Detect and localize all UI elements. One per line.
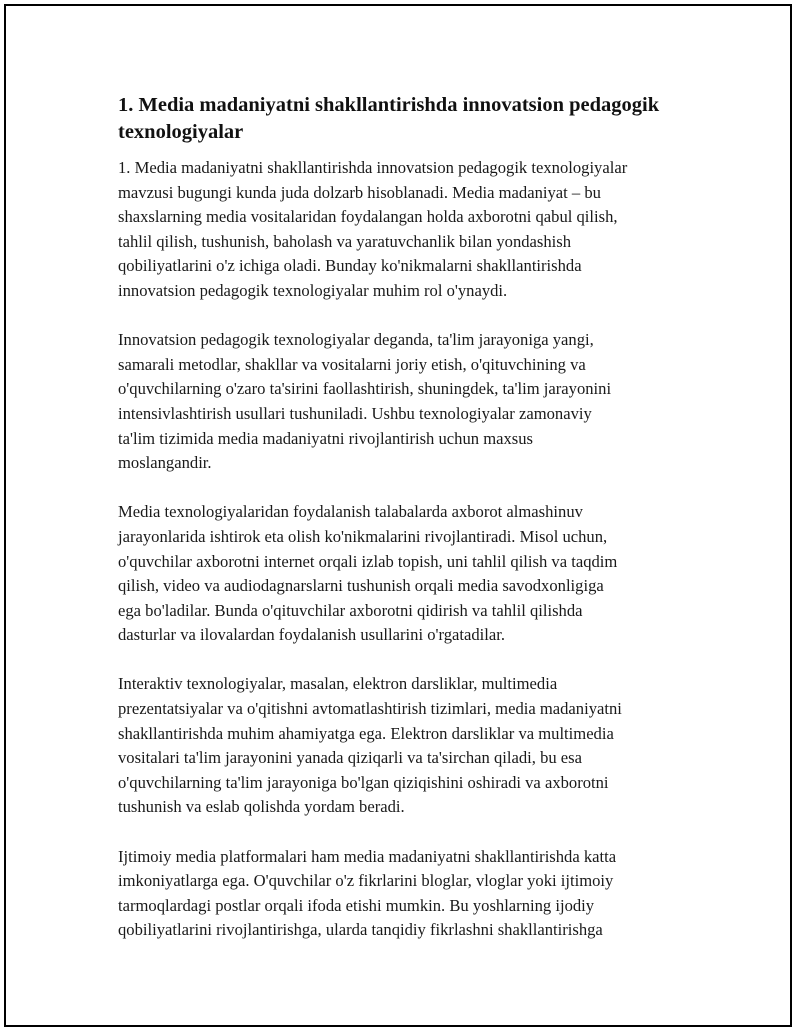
paragraph-media-technologies: Media texnologiyalaridan foydalanish talabalarda axborot almashinuv jarayonlarida ishtirok eta olish ko'nikmalarini rivojlantiradi. Misol uchun, o'quvchilar axborotni internet orqali izlab topish, uni tahlil qilish va taqdim qilish, video va audiodagnarslarni tushunish orqali media savodxonligiga ega bo'ladilar. Bunda o'qituvchilar axborotni qidirish va tahlil qilishda dasturlar va ilovalardan foydalanish usullarini o'rgatadilar. bbox=[118, 502, 618, 645]
document-title: 1. Media madaniyatni shakllantirishda innovatsion pedagogik texnologiyalar bbox=[118, 94, 660, 143]
paragraph-intro: 1. Media madaniyatni shakllantirishda innovatsion pedagogik texnologiyalar mavzusi bugungi kunda juda dolzarb hisoblanadi. Media madaniyat – bu shaxslarning media vositalaridan foydalangan holda axborotni qabul qilish, tahlil qilish, tushunish, baholash va yaratuvchanlik bilan yondashish qobiliyatlarini o'z ichiga oladi. Bunday ko'nikmalarni shakllantirishda innovatsion pedagogik texnologiyalar muhim rol o'ynaydi. bbox=[118, 158, 628, 300]
document-body bbox=[118, 92, 690, 968]
paragraph-social-media: Ijtimoiy media platformalari ham media madaniyatni shakllantirishda katta imkoniyatlarga ega. O'quvchilar o'z fikrlarini bloglar, vloglar yoki ijtimoiy tarmoqlardagi postlar orqali ifoda etishi mumkin. Bu yoshlarning ijodiy qobiliyatlarini rivojlantirishga, ularda tanqidiy fikrlashni shakllantirishga bbox=[118, 846, 617, 940]
paragraph-interactive-technologies: Interaktiv texnologiyalar, masalan, elektron darsliklar, multimedia prezentatsiyalar va o'qitishni avtomatlashtirish tizimlari, media madaniyatni shakllantirishda muhim ahamiyatga ega. Elektron darsliklar va multimedia vositalari ta'lim jarayonini yanada qiziqarli va ta'sirchan qiladi, bu esa o'quvchilarning ta'lim jarayoniga bo'lgan qiziqishini oshiradi va axborotni tushunish va eslab qolishda yordam beradi. bbox=[118, 674, 622, 817]
paragraph-innovative-technologies: Innovatsion pedagogik texnologiyalar deganda, ta'lim jarayoniga yangi, samarali metodlar, shakllar va vositalarni joriy etish, o'qituvchining va o'quvchilarning o'zaro ta'sirini faollashtirish, shuningdek, ta'lim jarayonini intensivlashtirish usullari tushuniladi. Ushbu texnologiyalar zamonaviy ta'lim tizimida media madaniyatni rivojlantirish uchun maxsus moslangandir. bbox=[118, 330, 612, 473]
